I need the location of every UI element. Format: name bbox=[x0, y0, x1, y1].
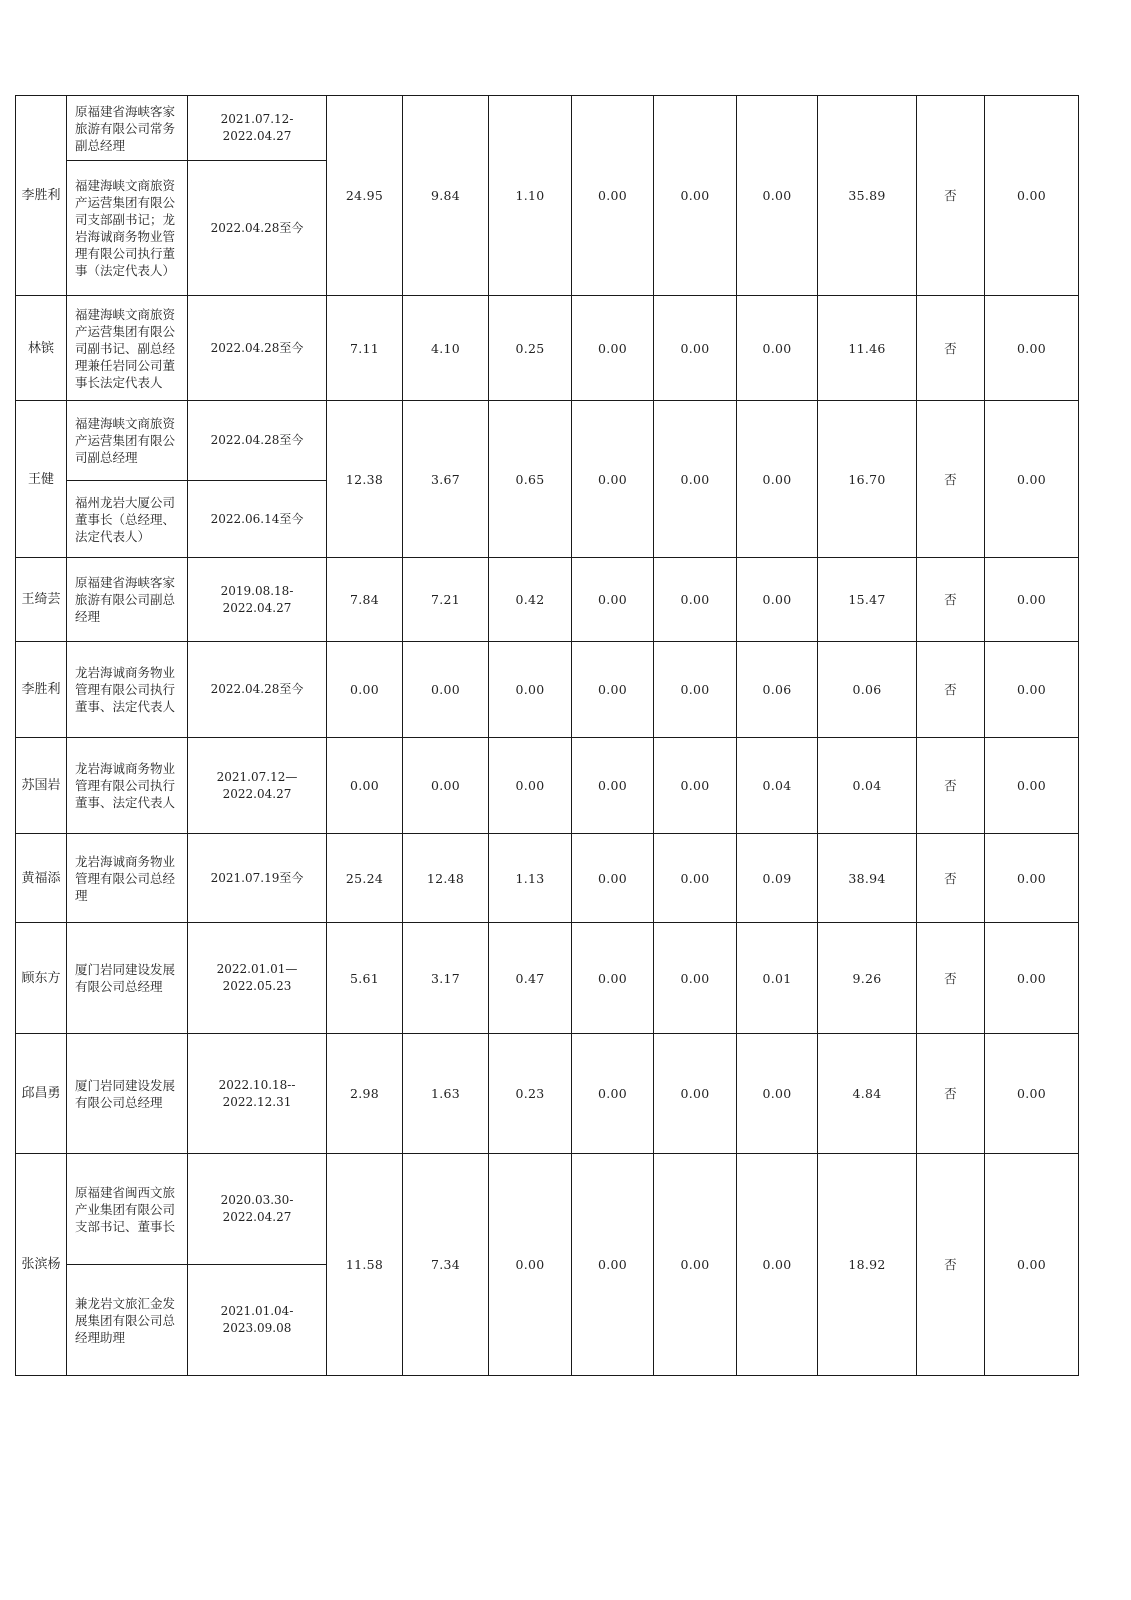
total-cell: 18.92 bbox=[818, 1154, 917, 1376]
allowance-cell: 0.00 bbox=[572, 642, 654, 738]
related-party-flag-cell: 否 bbox=[917, 1154, 985, 1376]
tenure-period-cell: 2022.04.28至今 bbox=[188, 401, 327, 481]
base-salary-cell: 5.61 bbox=[327, 923, 403, 1034]
related-party-pay-cell: 0.00 bbox=[985, 923, 1079, 1034]
performance-pay-cell: 1.63 bbox=[403, 1034, 489, 1154]
total-cell: 9.26 bbox=[818, 923, 917, 1034]
person-name-cell: 林镔 bbox=[16, 296, 67, 401]
position-cell: 原福建省海峡客家旅游有限公司副总经理 bbox=[67, 558, 188, 642]
total-cell: 16.70 bbox=[818, 401, 917, 558]
tenure-incentive-cell: 0.65 bbox=[489, 401, 572, 558]
performance-pay-cell: 3.17 bbox=[403, 923, 489, 1034]
allowance-cell: 0.00 bbox=[572, 834, 654, 923]
performance-pay-cell: 9.84 bbox=[403, 96, 489, 296]
allowance-cell: 0.00 bbox=[572, 558, 654, 642]
tenure-period-cell: 2021.01.04- 2023.09.08 bbox=[188, 1265, 327, 1376]
person-name-cell: 王绮芸 bbox=[16, 558, 67, 642]
table-row bbox=[16, 1154, 1079, 1265]
person-name-cell: 黄福添 bbox=[16, 834, 67, 923]
related-party-flag-cell: 否 bbox=[917, 738, 985, 834]
related-party-pay-cell: 0.00 bbox=[985, 1154, 1079, 1376]
total-cell: 0.04 bbox=[818, 738, 917, 834]
base-salary-cell: 25.24 bbox=[327, 834, 403, 923]
tenure-period-cell: 2022.01.01— 2022.05.23 bbox=[188, 923, 327, 1034]
allowance-cell: 0.00 bbox=[572, 1034, 654, 1154]
tenure-incentive-cell: 0.23 bbox=[489, 1034, 572, 1154]
person-name-cell: 李胜利 bbox=[16, 642, 67, 738]
person-name-cell: 王健 bbox=[16, 401, 67, 558]
allowance-cell: 0.00 bbox=[572, 401, 654, 558]
base-salary-cell: 12.38 bbox=[327, 401, 403, 558]
base-salary-cell: 24.95 bbox=[327, 96, 403, 296]
benefit-cell: 0.00 bbox=[654, 642, 737, 738]
base-salary-cell: 7.11 bbox=[327, 296, 403, 401]
other-income-cell: 0.06 bbox=[737, 642, 818, 738]
related-party-flag-cell: 否 bbox=[917, 642, 985, 738]
related-party-pay-cell: 0.00 bbox=[985, 1034, 1079, 1154]
tenure-period-cell: 2019.08.18- 2022.04.27 bbox=[188, 558, 327, 642]
table-body bbox=[16, 96, 1079, 1376]
person-name-cell: 李胜利 bbox=[16, 96, 67, 296]
person-name-cell: 邱昌勇 bbox=[16, 1034, 67, 1154]
person-name-cell: 张滨杨 bbox=[16, 1154, 67, 1376]
total-cell: 4.84 bbox=[818, 1034, 917, 1154]
other-income-cell: 0.00 bbox=[737, 558, 818, 642]
table-row bbox=[16, 96, 1079, 161]
other-income-cell: 0.09 bbox=[737, 834, 818, 923]
tenure-incentive-cell: 1.10 bbox=[489, 96, 572, 296]
position-cell: 兼龙岩文旅汇金发展集团有限公司总经理助理 bbox=[67, 1265, 188, 1376]
related-party-pay-cell: 0.00 bbox=[985, 401, 1079, 558]
related-party-flag-cell: 否 bbox=[917, 558, 985, 642]
tenure-period-cell: 2022.10.18-- 2022.12.31 bbox=[188, 1034, 327, 1154]
position-cell: 原福建省海峡客家旅游有限公司常务副总经理 bbox=[67, 96, 188, 161]
position-cell: 原福建省闽西文旅产业集团有限公司支部书记、董事长 bbox=[67, 1154, 188, 1265]
other-income-cell: 0.00 bbox=[737, 1154, 818, 1376]
performance-pay-cell: 0.00 bbox=[403, 738, 489, 834]
other-income-cell: 0.00 bbox=[737, 96, 818, 296]
related-party-pay-cell: 0.00 bbox=[985, 296, 1079, 401]
tenure-period-cell: 2021.07.12- 2022.04.27 bbox=[188, 96, 327, 161]
tenure-incentive-cell: 0.47 bbox=[489, 923, 572, 1034]
related-party-pay-cell: 0.00 bbox=[985, 642, 1079, 738]
allowance-cell: 0.00 bbox=[572, 923, 654, 1034]
allowance-cell: 0.00 bbox=[572, 296, 654, 401]
position-cell: 福建海峡文商旅资产运营集团有限公司副总经理 bbox=[67, 401, 188, 481]
position-cell: 龙岩海诚商务物业管理有限公司执行董事、法定代表人 bbox=[67, 738, 188, 834]
performance-pay-cell: 4.10 bbox=[403, 296, 489, 401]
total-cell: 0.06 bbox=[818, 642, 917, 738]
related-party-pay-cell: 0.00 bbox=[985, 96, 1079, 296]
tenure-incentive-cell: 0.00 bbox=[489, 1154, 572, 1376]
tenure-incentive-cell: 0.25 bbox=[489, 296, 572, 401]
base-salary-cell: 0.00 bbox=[327, 642, 403, 738]
base-salary-cell: 7.84 bbox=[327, 558, 403, 642]
person-name-cell: 苏国岩 bbox=[16, 738, 67, 834]
benefit-cell: 0.00 bbox=[654, 296, 737, 401]
related-party-flag-cell: 否 bbox=[917, 834, 985, 923]
base-salary-cell: 11.58 bbox=[327, 1154, 403, 1376]
person-name-cell: 顾东方 bbox=[16, 923, 67, 1034]
related-party-pay-cell: 0.00 bbox=[985, 738, 1079, 834]
tenure-period-cell: 2022.04.28至今 bbox=[188, 161, 327, 296]
allowance-cell: 0.00 bbox=[572, 1154, 654, 1376]
table-row bbox=[16, 738, 1079, 834]
tenure-period-cell: 2021.07.19至今 bbox=[188, 834, 327, 923]
tenure-incentive-cell: 0.00 bbox=[489, 738, 572, 834]
benefit-cell: 0.00 bbox=[654, 1154, 737, 1376]
other-income-cell: 0.04 bbox=[737, 738, 818, 834]
other-income-cell: 0.00 bbox=[737, 296, 818, 401]
position-cell: 龙岩海诚商务物业管理有限公司总经理 bbox=[67, 834, 188, 923]
other-income-cell: 0.00 bbox=[737, 1034, 818, 1154]
tenure-period-cell: 2022.04.28至今 bbox=[188, 642, 327, 738]
benefit-cell: 0.00 bbox=[654, 923, 737, 1034]
performance-pay-cell: 3.67 bbox=[403, 401, 489, 558]
tenure-incentive-cell: 1.13 bbox=[489, 834, 572, 923]
other-income-cell: 0.01 bbox=[737, 923, 818, 1034]
position-cell: 福州龙岩大厦公司董事长（总经理、法定代表人） bbox=[67, 481, 188, 558]
table-row bbox=[16, 834, 1079, 923]
compensation-table bbox=[15, 95, 1079, 1376]
benefit-cell: 0.00 bbox=[654, 738, 737, 834]
benefit-cell: 0.00 bbox=[654, 558, 737, 642]
tenure-period-cell: 2022.06.14至今 bbox=[188, 481, 327, 558]
tenure-period-cell: 2020.03.30- 2022.04.27 bbox=[188, 1154, 327, 1265]
position-cell: 福建海峡文商旅资产运营集团有限公司支部副书记；龙岩海诚商务物业管理有限公司执行董事（法定代表人） bbox=[67, 161, 188, 296]
position-cell: 福建海峡文商旅资产运营集团有限公司副书记、副总经理兼任岩同公司董事长法定代表人 bbox=[67, 296, 188, 401]
benefit-cell: 0.00 bbox=[654, 834, 737, 923]
allowance-cell: 0.00 bbox=[572, 738, 654, 834]
related-party-flag-cell: 否 bbox=[917, 296, 985, 401]
related-party-flag-cell: 否 bbox=[917, 401, 985, 558]
related-party-pay-cell: 0.00 bbox=[985, 834, 1079, 923]
table-row bbox=[16, 558, 1079, 642]
tenure-incentive-cell: 0.42 bbox=[489, 558, 572, 642]
table-row bbox=[16, 401, 1079, 481]
benefit-cell: 0.00 bbox=[654, 96, 737, 296]
tenure-period-cell: 2022.04.28至今 bbox=[188, 296, 327, 401]
position-cell: 厦门岩同建设发展有限公司总经理 bbox=[67, 1034, 188, 1154]
performance-pay-cell: 12.48 bbox=[403, 834, 489, 923]
position-cell: 厦门岩同建设发展有限公司总经理 bbox=[67, 923, 188, 1034]
table-row bbox=[16, 1034, 1079, 1154]
base-salary-cell: 0.00 bbox=[327, 738, 403, 834]
related-party-pay-cell: 0.00 bbox=[985, 558, 1079, 642]
related-party-flag-cell: 否 bbox=[917, 96, 985, 296]
table-row bbox=[16, 642, 1079, 738]
position-cell: 龙岩海诚商务物业管理有限公司执行董事、法定代表人 bbox=[67, 642, 188, 738]
performance-pay-cell: 0.00 bbox=[403, 642, 489, 738]
total-cell: 11.46 bbox=[818, 296, 917, 401]
performance-pay-cell: 7.34 bbox=[403, 1154, 489, 1376]
tenure-incentive-cell: 0.00 bbox=[489, 642, 572, 738]
base-salary-cell: 2.98 bbox=[327, 1034, 403, 1154]
tenure-period-cell: 2021.07.12— 2022.04.27 bbox=[188, 738, 327, 834]
benefit-cell: 0.00 bbox=[654, 1034, 737, 1154]
total-cell: 38.94 bbox=[818, 834, 917, 923]
related-party-flag-cell: 否 bbox=[917, 923, 985, 1034]
allowance-cell: 0.00 bbox=[572, 96, 654, 296]
table-row bbox=[16, 923, 1079, 1034]
total-cell: 15.47 bbox=[818, 558, 917, 642]
other-income-cell: 0.00 bbox=[737, 401, 818, 558]
total-cell: 35.89 bbox=[818, 96, 917, 296]
related-party-flag-cell: 否 bbox=[917, 1034, 985, 1154]
table-row bbox=[16, 296, 1079, 401]
benefit-cell: 0.00 bbox=[654, 401, 737, 558]
performance-pay-cell: 7.21 bbox=[403, 558, 489, 642]
